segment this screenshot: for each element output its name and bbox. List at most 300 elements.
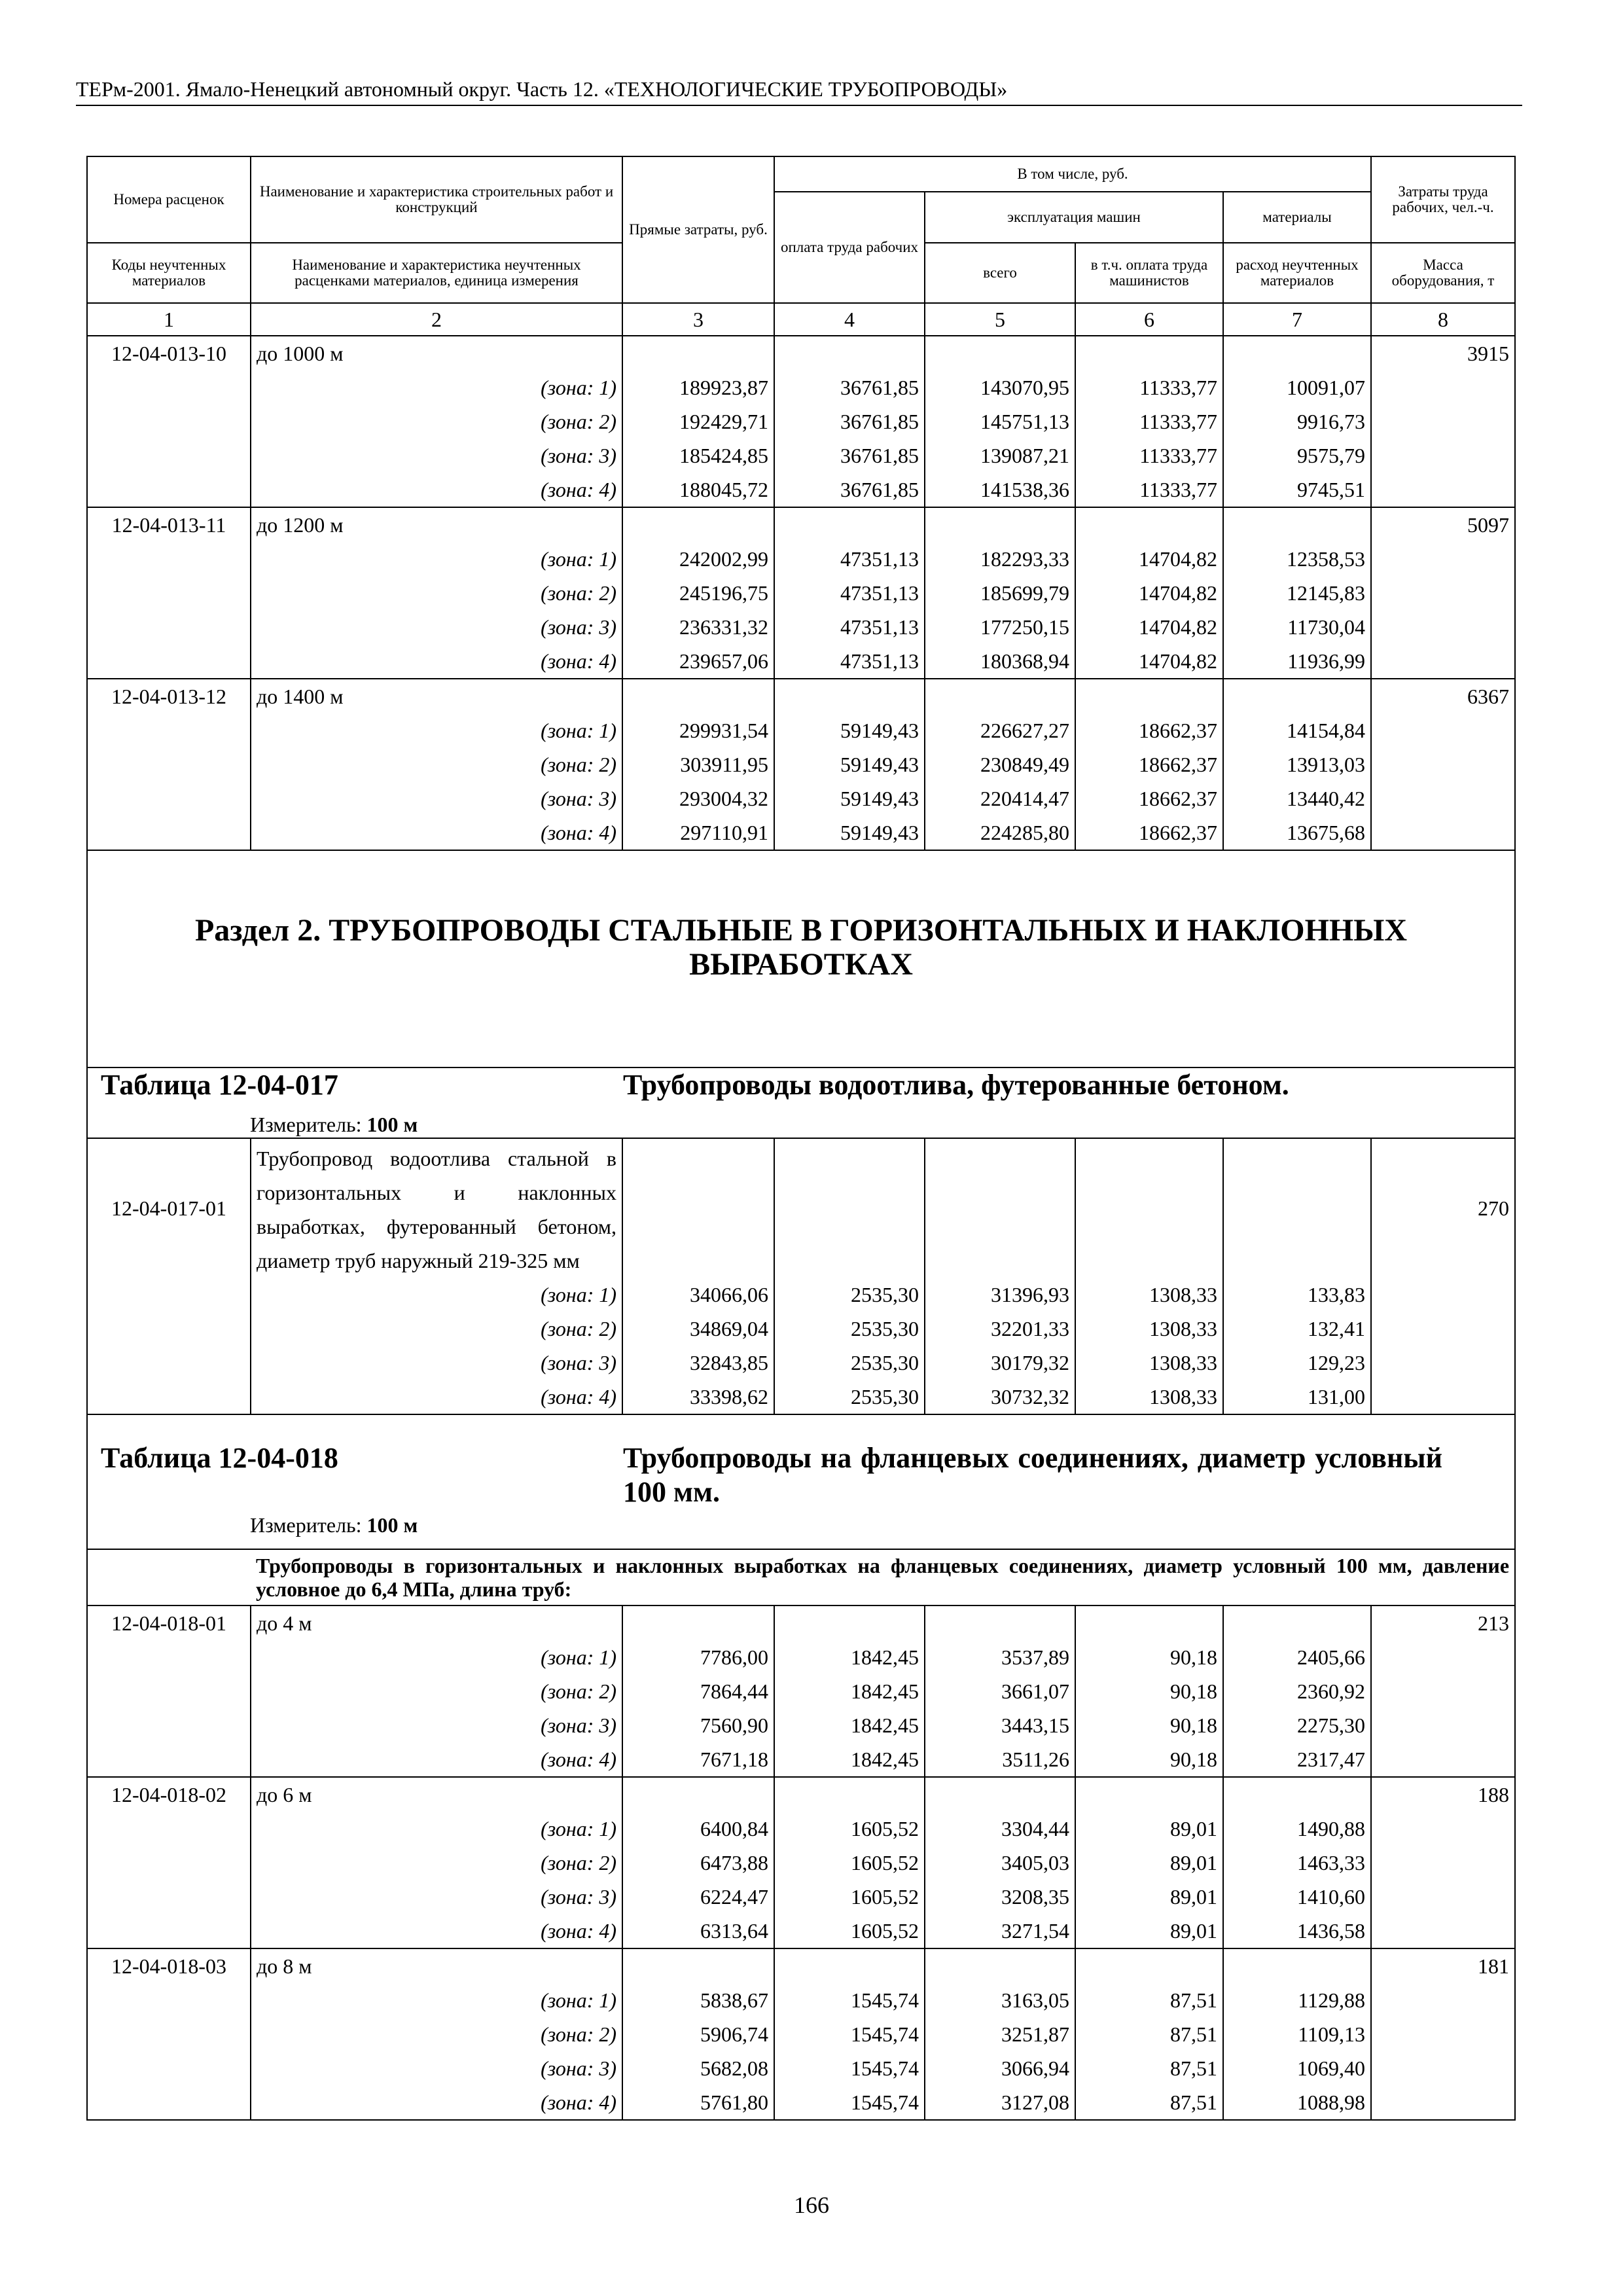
zone-row bbox=[87, 781, 1515, 816]
empty-cell bbox=[87, 1914, 251, 1948]
empty-cell bbox=[622, 336, 774, 370]
rate-name: до 6 м bbox=[251, 1777, 622, 1812]
empty-cell bbox=[87, 1708, 251, 1742]
zone-label: (зона: 3) bbox=[251, 1346, 622, 1380]
table-018-title: Трубопроводы на фланцевых соединениях, диаметр условный 100 мм. bbox=[623, 1442, 1443, 1508]
empty-cell bbox=[87, 2017, 251, 2051]
table-017-label: Таблица 12-04-017 bbox=[101, 1069, 338, 1101]
zone-row bbox=[87, 2051, 1515, 2085]
empty-cell bbox=[1223, 1605, 1371, 1640]
operator-wages: 87,51 bbox=[1075, 2017, 1223, 2051]
rate-name: до 1200 м bbox=[251, 507, 622, 542]
table-018-caption bbox=[87, 1414, 1515, 1549]
empty-cell bbox=[1223, 1138, 1371, 1278]
direct-costs: 185424,85 bbox=[622, 439, 774, 473]
machines-total: 180368,94 bbox=[925, 644, 1075, 679]
materials: 13440,42 bbox=[1223, 781, 1371, 816]
zone-row bbox=[87, 370, 1515, 404]
wages: 1842,45 bbox=[774, 1640, 925, 1674]
direct-costs: 245196,75 bbox=[622, 576, 774, 610]
empty-cell bbox=[87, 1812, 251, 1846]
page-header: ТЕРм-2001. Ямало-Ненецкий автономный округ. Часть 12. «ТЕХНОЛОГИЧЕСКИЕ ТРУБОПРОВОДЫ» bbox=[76, 73, 1522, 106]
wages: 36761,85 bbox=[774, 370, 925, 404]
empty-cell bbox=[87, 1278, 251, 1312]
header-rate-number: Номера расценок bbox=[87, 156, 251, 243]
operator-wages: 90,18 bbox=[1075, 1674, 1223, 1708]
wages: 1545,74 bbox=[774, 2051, 925, 2085]
operator-wages: 89,01 bbox=[1075, 1914, 1223, 1948]
empty-cell bbox=[774, 1605, 925, 1640]
rate-row bbox=[87, 679, 1515, 713]
header-operator-wages: в т.ч. оплата труда машинистов bbox=[1075, 243, 1223, 303]
column-numbers-row bbox=[87, 303, 1515, 336]
empty-cell bbox=[87, 1983, 251, 2017]
materials: 2275,30 bbox=[1223, 1708, 1371, 1742]
direct-costs: 188045,72 bbox=[622, 473, 774, 507]
rate-name: до 8 м bbox=[251, 1948, 622, 1983]
direct-costs: 239657,06 bbox=[622, 644, 774, 679]
operator-wages: 18662,37 bbox=[1075, 816, 1223, 850]
machines-total: 3066,94 bbox=[925, 2051, 1075, 2085]
rate-code: 12-04-013-11 bbox=[87, 507, 251, 542]
materials: 1088,98 bbox=[1223, 2085, 1371, 2120]
materials: 1109,13 bbox=[1223, 2017, 1371, 2051]
operator-wages: 14704,82 bbox=[1075, 576, 1223, 610]
zone-label: (зона: 3) bbox=[251, 439, 622, 473]
column-number: 5 bbox=[925, 303, 1075, 336]
rate-row bbox=[87, 336, 1515, 370]
wages: 2535,30 bbox=[774, 1380, 925, 1414]
zone-label: (зона: 4) bbox=[251, 1380, 622, 1414]
empty-cell bbox=[1223, 1777, 1371, 1812]
zone-label: (зона: 1) bbox=[251, 1278, 622, 1312]
empty-cell bbox=[87, 816, 251, 850]
machines-total: 31396,93 bbox=[925, 1278, 1075, 1312]
direct-costs: 7864,44 bbox=[622, 1674, 774, 1708]
labor-hours: 181 bbox=[1371, 1948, 1515, 1983]
rate-name: до 1400 м bbox=[251, 679, 622, 713]
machines-total: 3127,08 bbox=[925, 2085, 1075, 2120]
empty-cell bbox=[1371, 1846, 1515, 1880]
direct-costs: 7671,18 bbox=[622, 1742, 774, 1777]
zone-row bbox=[87, 2085, 1515, 2120]
operator-wages: 1308,33 bbox=[1075, 1278, 1223, 1312]
direct-costs: 6224,47 bbox=[622, 1880, 774, 1914]
rate-row bbox=[87, 1138, 1515, 1278]
wages: 1605,52 bbox=[774, 1846, 925, 1880]
header-material-consumption: расход неучтенных материалов bbox=[1223, 243, 1371, 303]
direct-costs: 5682,08 bbox=[622, 2051, 774, 2085]
machines-total: 30179,32 bbox=[925, 1346, 1075, 1380]
direct-costs: 34869,04 bbox=[622, 1312, 774, 1346]
operator-wages: 1308,33 bbox=[1075, 1380, 1223, 1414]
materials: 2405,66 bbox=[1223, 1640, 1371, 1674]
materials: 1129,88 bbox=[1223, 1983, 1371, 2017]
empty-cell bbox=[774, 1138, 925, 1278]
materials: 132,41 bbox=[1223, 1312, 1371, 1346]
direct-costs: 303911,95 bbox=[622, 747, 774, 781]
empty-cell bbox=[87, 576, 251, 610]
empty-cell bbox=[1371, 1346, 1515, 1380]
wages: 1842,45 bbox=[774, 1708, 925, 1742]
machines-total: 182293,33 bbox=[925, 542, 1075, 576]
labor-hours: 5097 bbox=[1371, 507, 1515, 542]
rate-code: 12-04-013-10 bbox=[87, 336, 251, 370]
rate-name: до 1000 м bbox=[251, 336, 622, 370]
zone-row bbox=[87, 439, 1515, 473]
zone-row bbox=[87, 816, 1515, 850]
empty-cell bbox=[1223, 336, 1371, 370]
table-017-meter: Измеритель: 100 м bbox=[250, 1113, 418, 1136]
rate-code: 12-04-018-03 bbox=[87, 1948, 251, 1983]
empty-cell bbox=[87, 439, 251, 473]
machines-total: 3405,03 bbox=[925, 1846, 1075, 1880]
operator-wages: 18662,37 bbox=[1075, 747, 1223, 781]
wages: 1545,74 bbox=[774, 2085, 925, 2120]
direct-costs: 189923,87 bbox=[622, 370, 774, 404]
operator-wages: 11333,77 bbox=[1075, 473, 1223, 507]
operator-wages: 1308,33 bbox=[1075, 1346, 1223, 1380]
materials: 10091,07 bbox=[1223, 370, 1371, 404]
materials: 13675,68 bbox=[1223, 816, 1371, 850]
machines-total: 139087,21 bbox=[925, 439, 1075, 473]
zone-label: (зона: 1) bbox=[251, 1640, 622, 1674]
table-017-caption bbox=[87, 1067, 1515, 1138]
wages: 2535,30 bbox=[774, 1312, 925, 1346]
empty-cell bbox=[622, 679, 774, 713]
empty-cell bbox=[774, 507, 925, 542]
empty-cell bbox=[1371, 576, 1515, 610]
header-direct-costs: Прямые затраты, руб. bbox=[622, 156, 774, 303]
empty-cell bbox=[1371, 1708, 1515, 1742]
zone-label: (зона: 4) bbox=[251, 644, 622, 679]
zone-row bbox=[87, 1674, 1515, 1708]
empty-cell bbox=[925, 1948, 1075, 1983]
wages: 1545,74 bbox=[774, 1983, 925, 2017]
empty-cell bbox=[774, 679, 925, 713]
materials: 13913,03 bbox=[1223, 747, 1371, 781]
empty-cell bbox=[87, 1880, 251, 1914]
zone-row bbox=[87, 1983, 1515, 2017]
empty-cell bbox=[1371, 816, 1515, 850]
machines-total: 177250,15 bbox=[925, 610, 1075, 644]
rate-row bbox=[87, 1605, 1515, 1640]
column-number: 2 bbox=[251, 303, 622, 336]
zone-label: (зона: 1) bbox=[251, 370, 622, 404]
table-018-label: Таблица 12-04-018 bbox=[101, 1442, 338, 1474]
materials: 129,23 bbox=[1223, 1346, 1371, 1380]
labor-hours: 3915 bbox=[1371, 336, 1515, 370]
rate-row bbox=[87, 1777, 1515, 1812]
zone-label: (зона: 1) bbox=[251, 713, 622, 747]
header-machine-operation: эксплуатация машин bbox=[925, 192, 1223, 243]
zone-row bbox=[87, 1346, 1515, 1380]
empty-cell bbox=[1075, 507, 1223, 542]
empty-cell bbox=[1371, 473, 1515, 507]
materials: 1436,58 bbox=[1223, 1914, 1371, 1948]
operator-wages: 11333,77 bbox=[1075, 404, 1223, 439]
direct-costs: 293004,32 bbox=[622, 781, 774, 816]
empty-cell bbox=[925, 507, 1075, 542]
machines-total: 145751,13 bbox=[925, 404, 1075, 439]
empty-cell bbox=[1223, 507, 1371, 542]
operator-wages: 90,18 bbox=[1075, 1640, 1223, 1674]
zone-row bbox=[87, 1742, 1515, 1777]
empty-cell bbox=[87, 542, 251, 576]
zone-label: (зона: 4) bbox=[251, 816, 622, 850]
wages: 1605,52 bbox=[774, 1880, 925, 1914]
rate-code: 12-04-013-12 bbox=[87, 679, 251, 713]
table-018-group-description: Трубопроводы в горизонтальных и наклонных выработках на фланцевых соединениях, диаметр условный 100 мм, давление условное до 6,4 МПа, длина труб: bbox=[251, 1549, 1515, 1605]
wages: 36761,85 bbox=[774, 439, 925, 473]
header-material-codes: Коды неучтенных материалов bbox=[87, 243, 251, 303]
zone-row bbox=[87, 747, 1515, 781]
empty-cell bbox=[1075, 1948, 1223, 1983]
zone-row bbox=[87, 1914, 1515, 1948]
zone-row bbox=[87, 1880, 1515, 1914]
direct-costs: 299931,54 bbox=[622, 713, 774, 747]
empty-cell bbox=[1371, 781, 1515, 816]
empty-cell bbox=[1371, 2051, 1515, 2085]
direct-costs: 242002,99 bbox=[622, 542, 774, 576]
direct-costs: 5761,80 bbox=[622, 2085, 774, 2120]
wages: 36761,85 bbox=[774, 404, 925, 439]
table-018 bbox=[87, 1605, 1515, 2120]
zone-row bbox=[87, 542, 1515, 576]
table-018-heading bbox=[87, 1414, 1515, 1605]
zone-row bbox=[87, 1380, 1515, 1414]
wages: 2535,30 bbox=[774, 1278, 925, 1312]
operator-wages: 89,01 bbox=[1075, 1846, 1223, 1880]
wages: 1545,74 bbox=[774, 2017, 925, 2051]
empty-cell bbox=[87, 2051, 251, 2085]
wages: 36761,85 bbox=[774, 473, 925, 507]
header-including: В том числе, руб. bbox=[774, 156, 1371, 192]
machines-total: 3208,35 bbox=[925, 1880, 1075, 1914]
wages: 59149,43 bbox=[774, 747, 925, 781]
empty-cell bbox=[87, 370, 251, 404]
zone-label: (зона: 2) bbox=[251, 1312, 622, 1346]
header-work-name: Наименование и характеристика строительных работ и конструкций bbox=[251, 156, 622, 243]
operator-wages: 89,01 bbox=[1075, 1812, 1223, 1846]
empty-cell bbox=[1371, 1812, 1515, 1846]
rate-code: 12-04-018-02 bbox=[87, 1777, 251, 1812]
wages: 47351,13 bbox=[774, 576, 925, 610]
wages: 59149,43 bbox=[774, 781, 925, 816]
empty-cell bbox=[87, 713, 251, 747]
materials: 9916,73 bbox=[1223, 404, 1371, 439]
operator-wages: 90,18 bbox=[1075, 1708, 1223, 1742]
wages: 59149,43 bbox=[774, 713, 925, 747]
direct-costs: 7786,00 bbox=[622, 1640, 774, 1674]
machines-total: 185699,79 bbox=[925, 576, 1075, 610]
empty-cell bbox=[1371, 1674, 1515, 1708]
empty-cell bbox=[1371, 1742, 1515, 1777]
rate-name: до 4 м bbox=[251, 1605, 622, 1640]
materials: 12358,53 bbox=[1223, 542, 1371, 576]
materials: 131,00 bbox=[1223, 1380, 1371, 1414]
machines-total: 3443,15 bbox=[925, 1708, 1075, 1742]
machines-total: 3511,26 bbox=[925, 1742, 1075, 1777]
column-number: 7 bbox=[1223, 303, 1371, 336]
empty-cell bbox=[1371, 1278, 1515, 1312]
empty-cell bbox=[1075, 336, 1223, 370]
direct-costs: 5906,74 bbox=[622, 2017, 774, 2051]
empty-cell bbox=[925, 1777, 1075, 1812]
labor-hours: 188 bbox=[1371, 1777, 1515, 1812]
zone-label: (зона: 4) bbox=[251, 1914, 622, 1948]
empty-cell bbox=[87, 1380, 251, 1414]
operator-wages: 87,51 bbox=[1075, 2085, 1223, 2120]
column-number: 8 bbox=[1371, 303, 1515, 336]
empty-cell bbox=[925, 336, 1075, 370]
zone-label: (зона: 2) bbox=[251, 1674, 622, 1708]
table-017 bbox=[87, 1138, 1515, 1414]
table-group-013 bbox=[87, 336, 1515, 850]
labor-hours: 213 bbox=[1371, 1605, 1515, 1640]
section-2 bbox=[87, 850, 1515, 1138]
direct-costs: 192429,71 bbox=[622, 404, 774, 439]
page-number: 166 bbox=[794, 2192, 829, 2218]
direct-costs: 34066,06 bbox=[622, 1278, 774, 1312]
zone-label: (зона: 2) bbox=[251, 1846, 622, 1880]
zone-row bbox=[87, 644, 1515, 679]
empty-cell bbox=[1371, 542, 1515, 576]
materials: 2360,92 bbox=[1223, 1674, 1371, 1708]
rate-code: 12-04-018-01 bbox=[87, 1605, 251, 1640]
labor-hours: 6367 bbox=[1371, 679, 1515, 713]
operator-wages: 1308,33 bbox=[1075, 1312, 1223, 1346]
operator-wages: 18662,37 bbox=[1075, 713, 1223, 747]
direct-costs: 5838,67 bbox=[622, 1983, 774, 2017]
empty-cell bbox=[1371, 404, 1515, 439]
materials: 1410,60 bbox=[1223, 1880, 1371, 1914]
empty-cell bbox=[1075, 679, 1223, 713]
empty-cell bbox=[622, 1605, 774, 1640]
rate-row bbox=[87, 507, 1515, 542]
machines-total: 3661,07 bbox=[925, 1674, 1075, 1708]
rate-row bbox=[87, 1948, 1515, 1983]
materials: 133,83 bbox=[1223, 1278, 1371, 1312]
empty-cell bbox=[925, 679, 1075, 713]
zone-row bbox=[87, 713, 1515, 747]
zone-label: (зона: 2) bbox=[251, 404, 622, 439]
empty-cell bbox=[87, 404, 251, 439]
operator-wages: 87,51 bbox=[1075, 2051, 1223, 2085]
wages: 1842,45 bbox=[774, 1674, 925, 1708]
empty-cell bbox=[1223, 1948, 1371, 1983]
empty-cell bbox=[1371, 1983, 1515, 2017]
machines-total: 143070,95 bbox=[925, 370, 1075, 404]
wages: 47351,13 bbox=[774, 542, 925, 576]
empty-cell bbox=[1223, 679, 1371, 713]
wages: 1605,52 bbox=[774, 1914, 925, 1948]
operator-wages: 11333,77 bbox=[1075, 370, 1223, 404]
wages: 2535,30 bbox=[774, 1346, 925, 1380]
operator-wages: 14704,82 bbox=[1075, 542, 1223, 576]
empty-cell bbox=[622, 1948, 774, 1983]
machines-total: 3251,87 bbox=[925, 2017, 1075, 2051]
zone-label: (зона: 3) bbox=[251, 2051, 622, 2085]
zone-row bbox=[87, 1708, 1515, 1742]
machines-total: 32201,33 bbox=[925, 1312, 1075, 1346]
rates-table bbox=[86, 156, 1514, 2121]
empty-cell bbox=[1371, 2085, 1515, 2120]
zone-row bbox=[87, 1640, 1515, 1674]
empty-cell bbox=[1371, 644, 1515, 679]
machines-total: 220414,47 bbox=[925, 781, 1075, 816]
column-number: 3 bbox=[622, 303, 774, 336]
header-wages: оплата труда рабочих bbox=[774, 192, 925, 303]
machines-total: 141538,36 bbox=[925, 473, 1075, 507]
direct-costs: 33398,62 bbox=[622, 1380, 774, 1414]
direct-costs: 6313,64 bbox=[622, 1914, 774, 1948]
direct-costs: 6400,84 bbox=[622, 1812, 774, 1846]
empty-cell bbox=[87, 1312, 251, 1346]
column-number: 4 bbox=[774, 303, 925, 336]
zone-row bbox=[87, 473, 1515, 507]
empty-cell bbox=[774, 1948, 925, 1983]
machines-total: 230849,49 bbox=[925, 747, 1075, 781]
empty-cell bbox=[87, 644, 251, 679]
materials: 2317,47 bbox=[1223, 1742, 1371, 1777]
empty-cell bbox=[622, 507, 774, 542]
empty-cell bbox=[622, 1777, 774, 1812]
zone-label: (зона: 3) bbox=[251, 1708, 622, 1742]
zone-label: (зона: 4) bbox=[251, 2085, 622, 2120]
materials: 11936,99 bbox=[1223, 644, 1371, 679]
empty-cell bbox=[925, 1605, 1075, 1640]
empty-cell bbox=[87, 2085, 251, 2120]
zone-label: (зона: 3) bbox=[251, 1880, 622, 1914]
section-title: Раздел 2. ТРУБОПРОВОДЫ СТАЛЬНЫЕ В ГОРИЗОНТАЛЬНЫХ И НАКЛОННЫХ ВЫРАБОТКАХ bbox=[194, 913, 1408, 982]
empty-cell bbox=[1371, 1640, 1515, 1674]
wages: 59149,43 bbox=[774, 816, 925, 850]
empty-cell bbox=[1371, 370, 1515, 404]
materials: 9575,79 bbox=[1223, 439, 1371, 473]
zone-row bbox=[87, 1812, 1515, 1846]
materials: 9745,51 bbox=[1223, 473, 1371, 507]
wages: 47351,13 bbox=[774, 644, 925, 679]
empty-cell bbox=[87, 610, 251, 644]
wages: 1842,45 bbox=[774, 1742, 925, 1777]
zone-label: (зона: 1) bbox=[251, 1812, 622, 1846]
header-materials: материалы bbox=[1223, 192, 1371, 243]
zone-row bbox=[87, 2017, 1515, 2051]
empty-cell bbox=[774, 1777, 925, 1812]
table-018-meter: Измеритель: 100 м bbox=[250, 1513, 418, 1537]
zone-label: (зона: 3) bbox=[251, 781, 622, 816]
empty-cell bbox=[1371, 747, 1515, 781]
machines-total: 3304,44 bbox=[925, 1812, 1075, 1846]
zone-row bbox=[87, 576, 1515, 610]
operator-wages: 89,01 bbox=[1075, 1880, 1223, 1914]
column-number: 1 bbox=[87, 303, 251, 336]
operator-wages: 11333,77 bbox=[1075, 439, 1223, 473]
empty-cell bbox=[1371, 1312, 1515, 1346]
zone-label: (зона: 4) bbox=[251, 1742, 622, 1777]
empty-cell bbox=[1075, 1777, 1223, 1812]
empty-cell bbox=[87, 1346, 251, 1380]
empty-cell bbox=[87, 473, 251, 507]
machines-total: 3271,54 bbox=[925, 1914, 1075, 1948]
zone-label: (зона: 2) bbox=[251, 576, 622, 610]
zone-row bbox=[87, 1278, 1515, 1312]
wages: 47351,13 bbox=[774, 610, 925, 644]
operator-wages: 87,51 bbox=[1075, 1983, 1223, 2017]
empty-cell bbox=[1371, 439, 1515, 473]
empty-cell bbox=[87, 1742, 251, 1777]
